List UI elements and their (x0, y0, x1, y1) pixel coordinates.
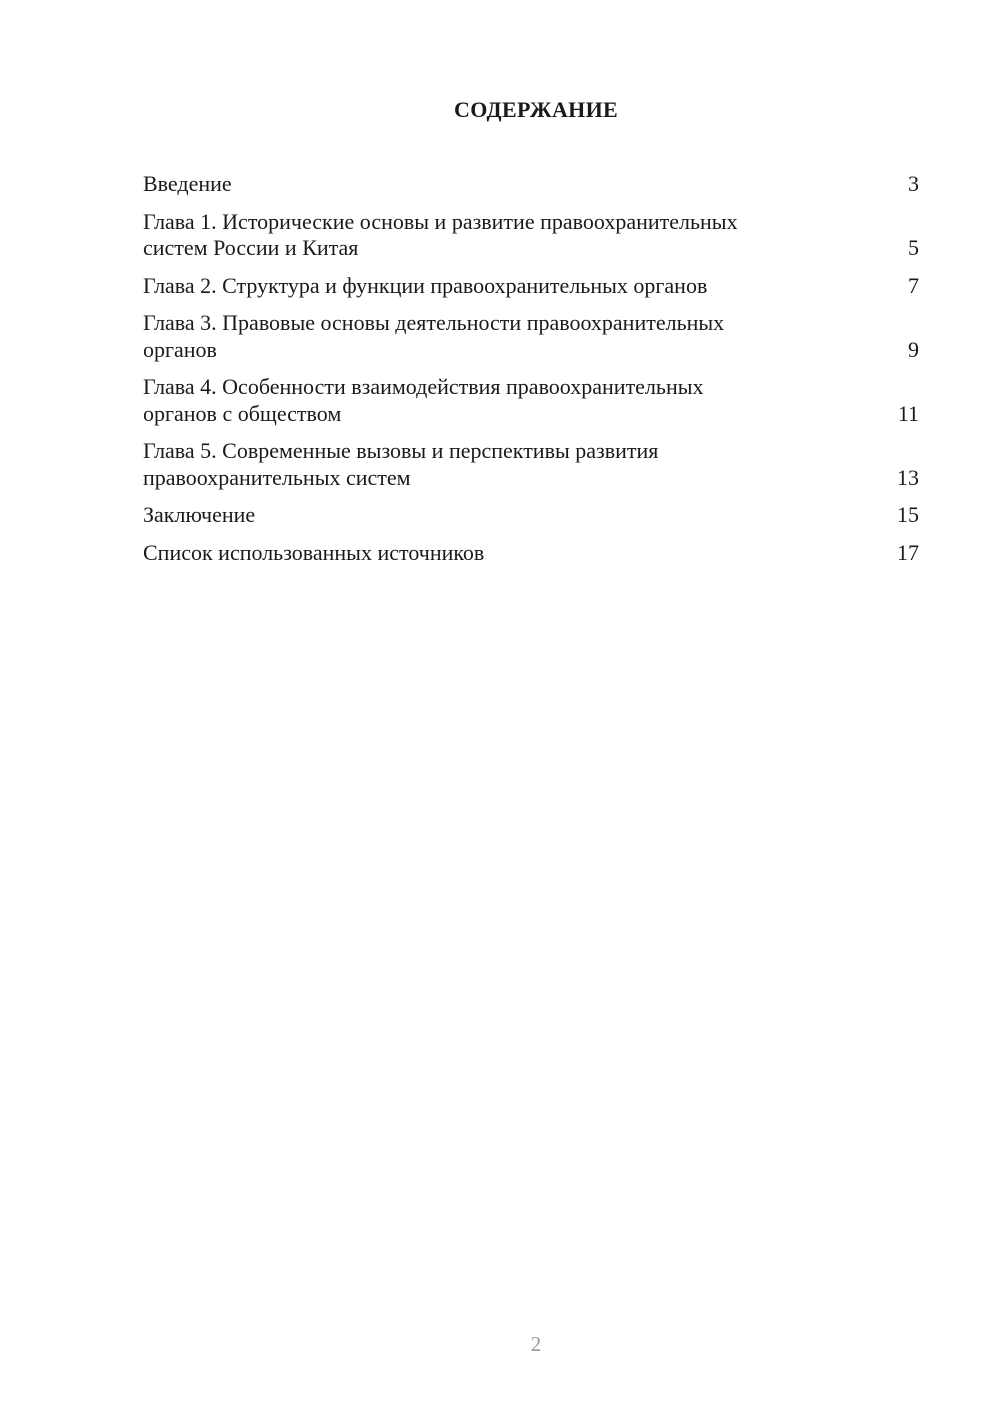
toc-entry-references (143, 540, 919, 567)
toc-entry-page: 7 (908, 272, 919, 298)
toc-entry-page: 15 (897, 502, 919, 527)
toc-entry-page: 17 (897, 539, 919, 565)
page-title: СОДЕРЖАНИЕ (454, 97, 618, 122)
toc-entry-title: Заключение (143, 502, 256, 527)
page-number: 2 (530, 1332, 542, 1356)
toc-entry-title: Глава 5. Современные вызовы и перспективы развития правоохранительных систем (143, 438, 659, 490)
toc-entry-introduction (143, 171, 919, 198)
table-of-contents (143, 171, 919, 577)
toc-entry-chapter-1 (143, 209, 919, 262)
toc-entry-title: Глава 1. Исторические основы и развитие правоохранительных систем России и Китая (143, 208, 738, 260)
toc-entry-page: 9 (908, 336, 919, 362)
toc-entry-title: Глава 3. Правовые основы деятельности правоохранительных органов (143, 310, 725, 362)
toc-entry-title: Список использованных источников (143, 539, 485, 565)
toc-entry-title: Глава 2. Структура и функции правоохранительных органов (143, 272, 708, 298)
toc-entry-page: 11 (897, 400, 919, 426)
toc-entry-conclusion (143, 502, 919, 529)
toc-entry-chapter-2 (143, 273, 919, 300)
toc-entry-page: 5 (908, 235, 919, 260)
toc-entry-chapter-3 (143, 310, 919, 363)
toc-entry-page: 3 (908, 171, 919, 196)
toc-entry-title: Введение (143, 171, 232, 196)
toc-entry-page: 13 (897, 464, 919, 490)
toc-entry-chapter-4 (143, 374, 919, 427)
toc-entry-title: Глава 4. Особенности взаимодействия правоохранительных органов с обществом (143, 374, 704, 426)
toc-entry-chapter-5 (143, 438, 919, 491)
